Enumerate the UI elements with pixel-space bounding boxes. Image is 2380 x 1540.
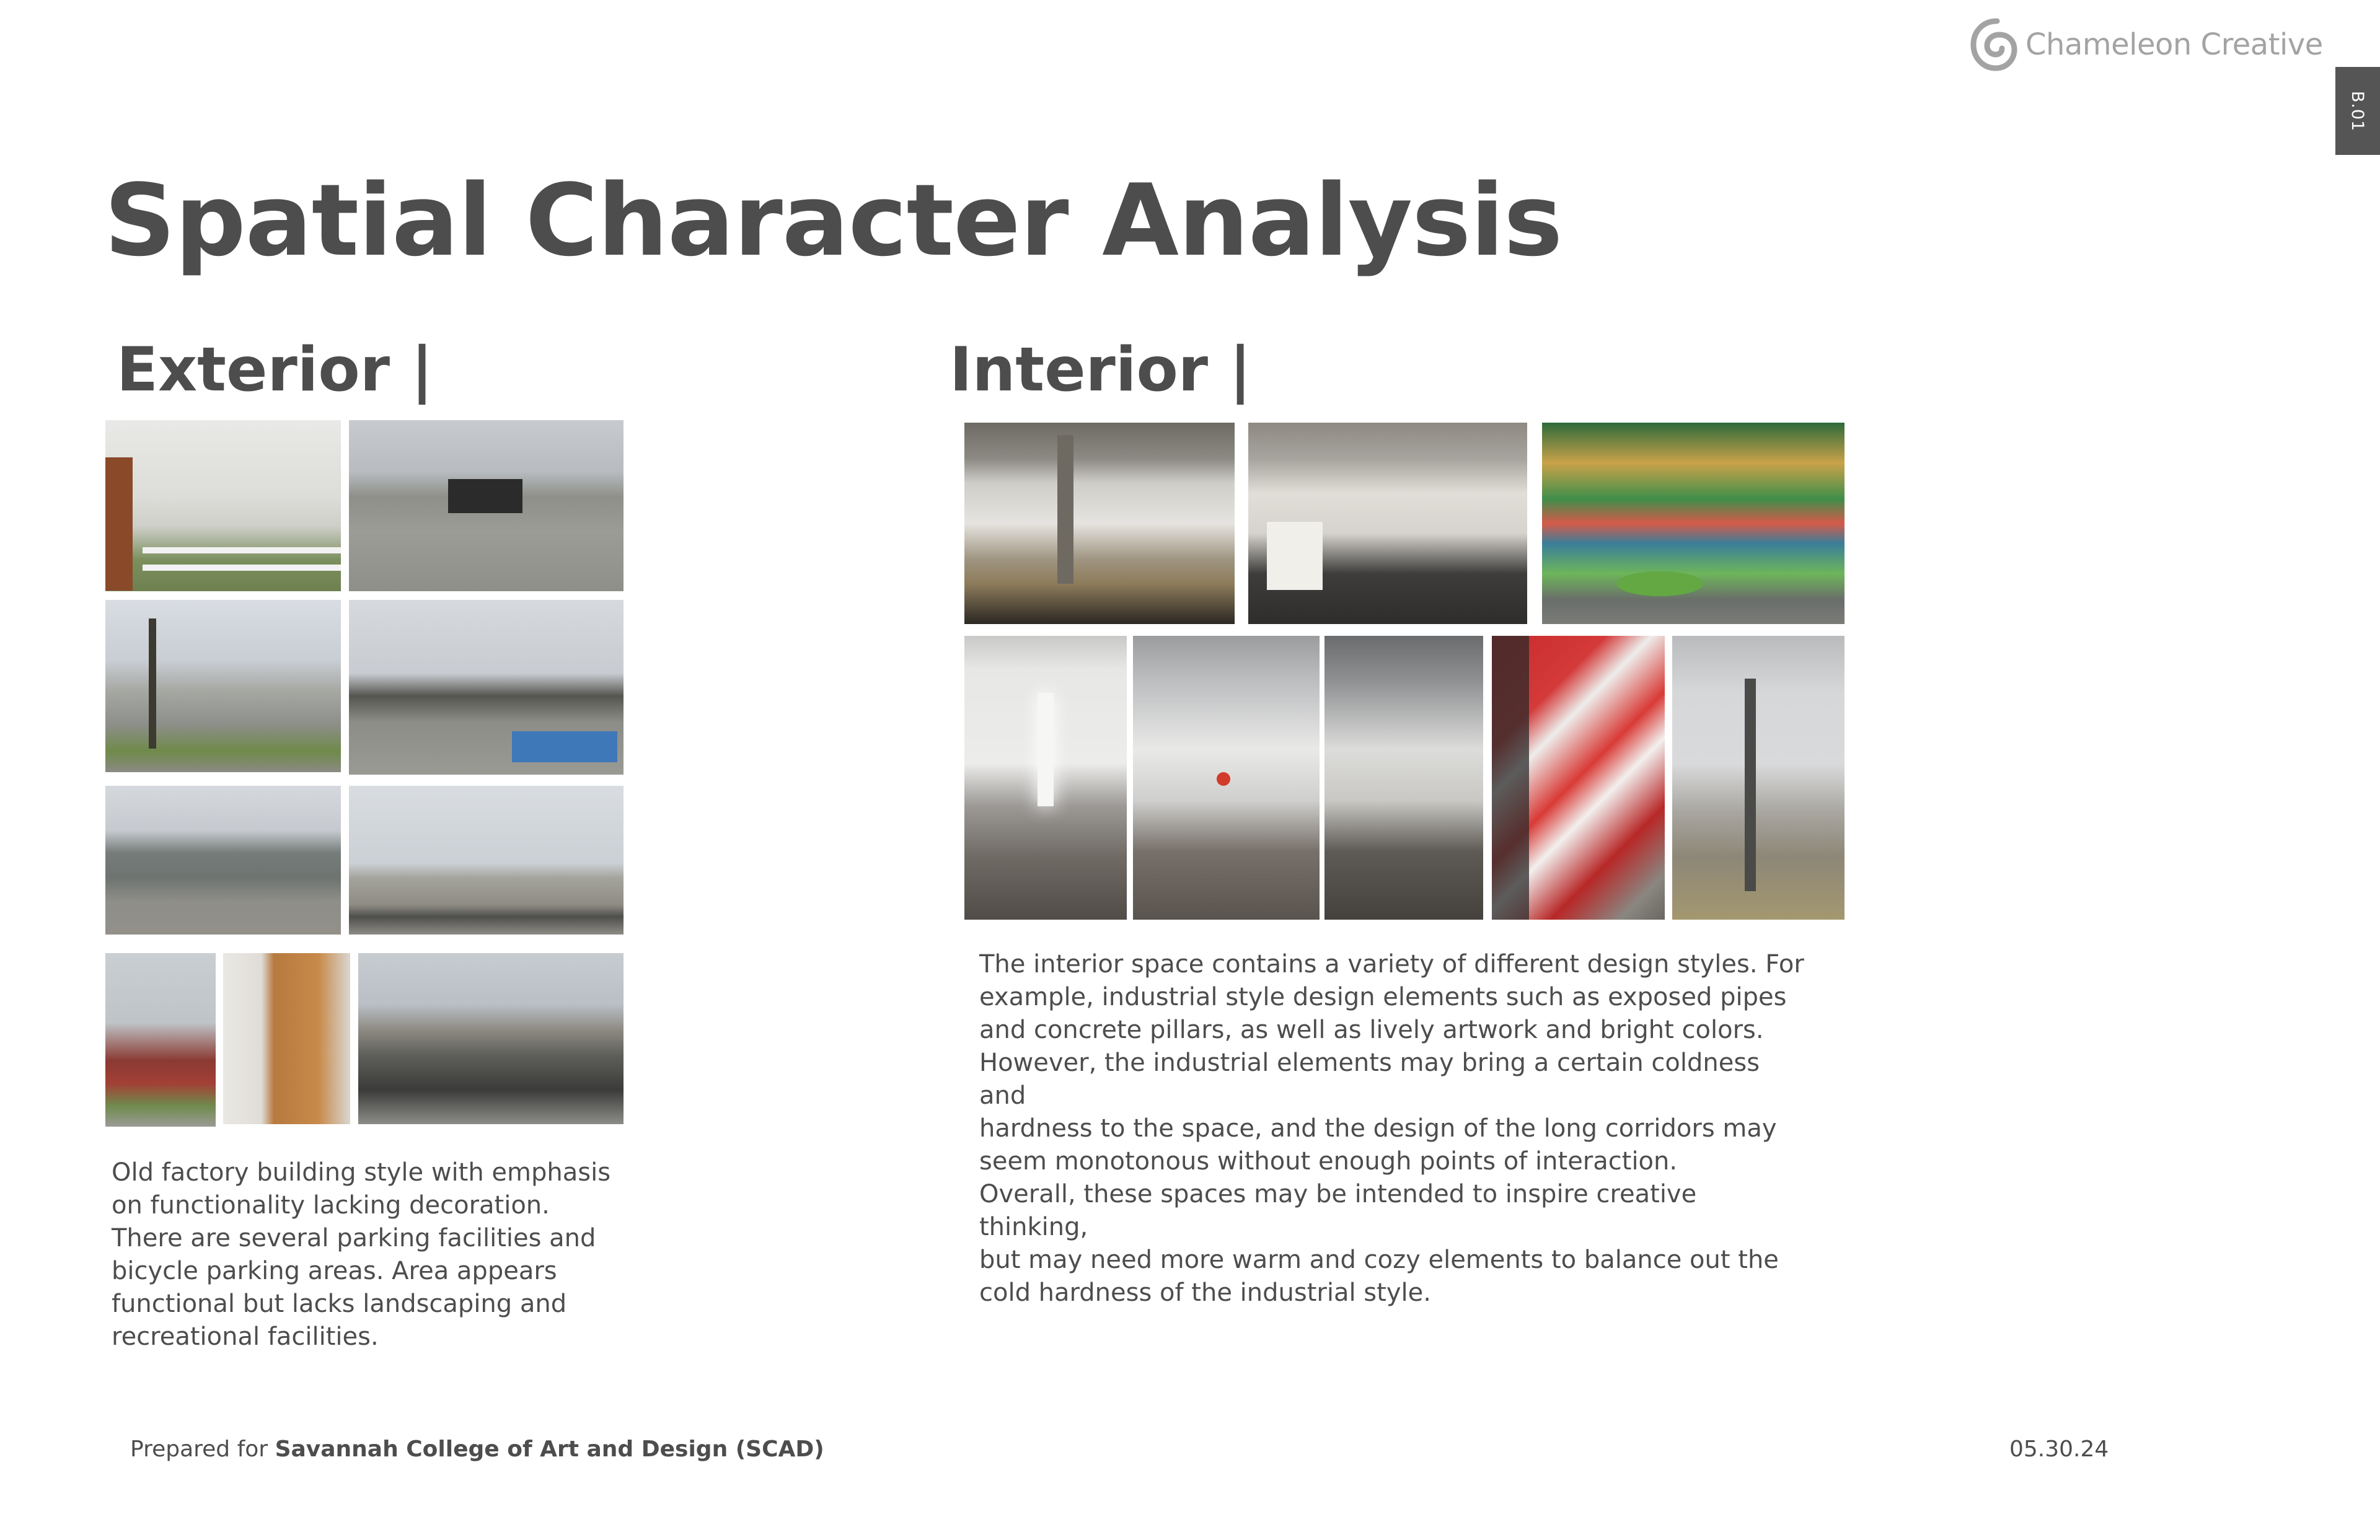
interior-photo-gallery-pedestals xyxy=(1248,423,1527,624)
interior-description-line: hardness to the space, and the design of the long corridors may xyxy=(979,1114,1777,1143)
exterior-description-line: bicycle parking areas. Area appears xyxy=(112,1257,557,1285)
interior-description-line: Overall, these spaces may be intended to inspire creative thinking, xyxy=(979,1180,1697,1241)
prepared-for-label: Prepared for xyxy=(130,1437,268,1462)
exterior-photo-parking-lot xyxy=(349,600,624,775)
interior-photo-corridor-art xyxy=(964,636,1127,920)
swirl-logo-icon xyxy=(1970,15,2018,74)
interior-photo-corridor-ducts xyxy=(1133,636,1320,920)
interior-heading: Interior | xyxy=(950,335,1252,405)
exterior-photo-building-palm xyxy=(105,600,341,772)
exterior-description xyxy=(112,1156,620,1353)
exterior-heading: Exterior | xyxy=(117,335,433,405)
interior-description-line: However, the industrial elements may bring a certain coldness and xyxy=(979,1049,1760,1110)
interior-description-line: but may need more warm and cozy elements to balance out the xyxy=(979,1246,1779,1274)
exterior-photo-street-bus xyxy=(105,953,216,1127)
interior-description xyxy=(979,948,1810,1309)
interior-photo-window-corridor xyxy=(1672,636,1844,920)
interior-description-line: example, industrial style design elements such as exposed pipes xyxy=(979,983,1787,1011)
interior-photo-narrow-corridor xyxy=(1324,636,1483,920)
exterior-photo-driveway xyxy=(349,420,624,591)
client-name: Savannah College of Art and Design (SCAD) xyxy=(275,1437,824,1462)
brand-logo xyxy=(1970,15,2323,74)
exterior-photo-entrance xyxy=(105,420,341,591)
page-code: B.01 xyxy=(2348,90,2368,131)
interior-description-line: and concrete pillars, as well as lively artwork and bright colors. xyxy=(979,1016,1764,1044)
exterior-photo-factory xyxy=(105,786,341,935)
interior-photo-mural-room xyxy=(1542,423,1844,624)
exterior-photo-grey-building xyxy=(349,786,624,935)
exterior-description-line: functional but lacks landscaping and xyxy=(112,1290,567,1318)
page-title: Spatial Character Analysis xyxy=(104,162,1562,278)
exterior-photo-bicycle-rack xyxy=(358,953,624,1124)
interior-photo-gallery-pillar xyxy=(964,423,1235,624)
interior-description-line: The interior space contains a variety of different design styles. For xyxy=(979,950,1804,979)
exterior-description-line: There are several parking facilities and xyxy=(112,1224,596,1252)
interior-description-line: seem monotonous without enough points of interaction. xyxy=(979,1147,1678,1176)
footer-prepared-for xyxy=(130,1437,824,1462)
exterior-photo-sign-stairs xyxy=(223,953,350,1124)
exterior-description-line: recreational facilities. xyxy=(112,1322,379,1351)
footer-date: 05.30.24 xyxy=(2009,1437,2109,1462)
interior-photo-stairwell xyxy=(1492,636,1665,920)
page-number-tab xyxy=(2335,67,2380,155)
brand-name: Chameleon Creative xyxy=(2025,27,2323,62)
exterior-description-line: Old factory building style with emphasis xyxy=(112,1158,611,1187)
interior-description-line: cold hardness of the industrial style. xyxy=(979,1278,1431,1307)
exterior-description-line: on functionality lacking decoration. xyxy=(112,1191,550,1220)
